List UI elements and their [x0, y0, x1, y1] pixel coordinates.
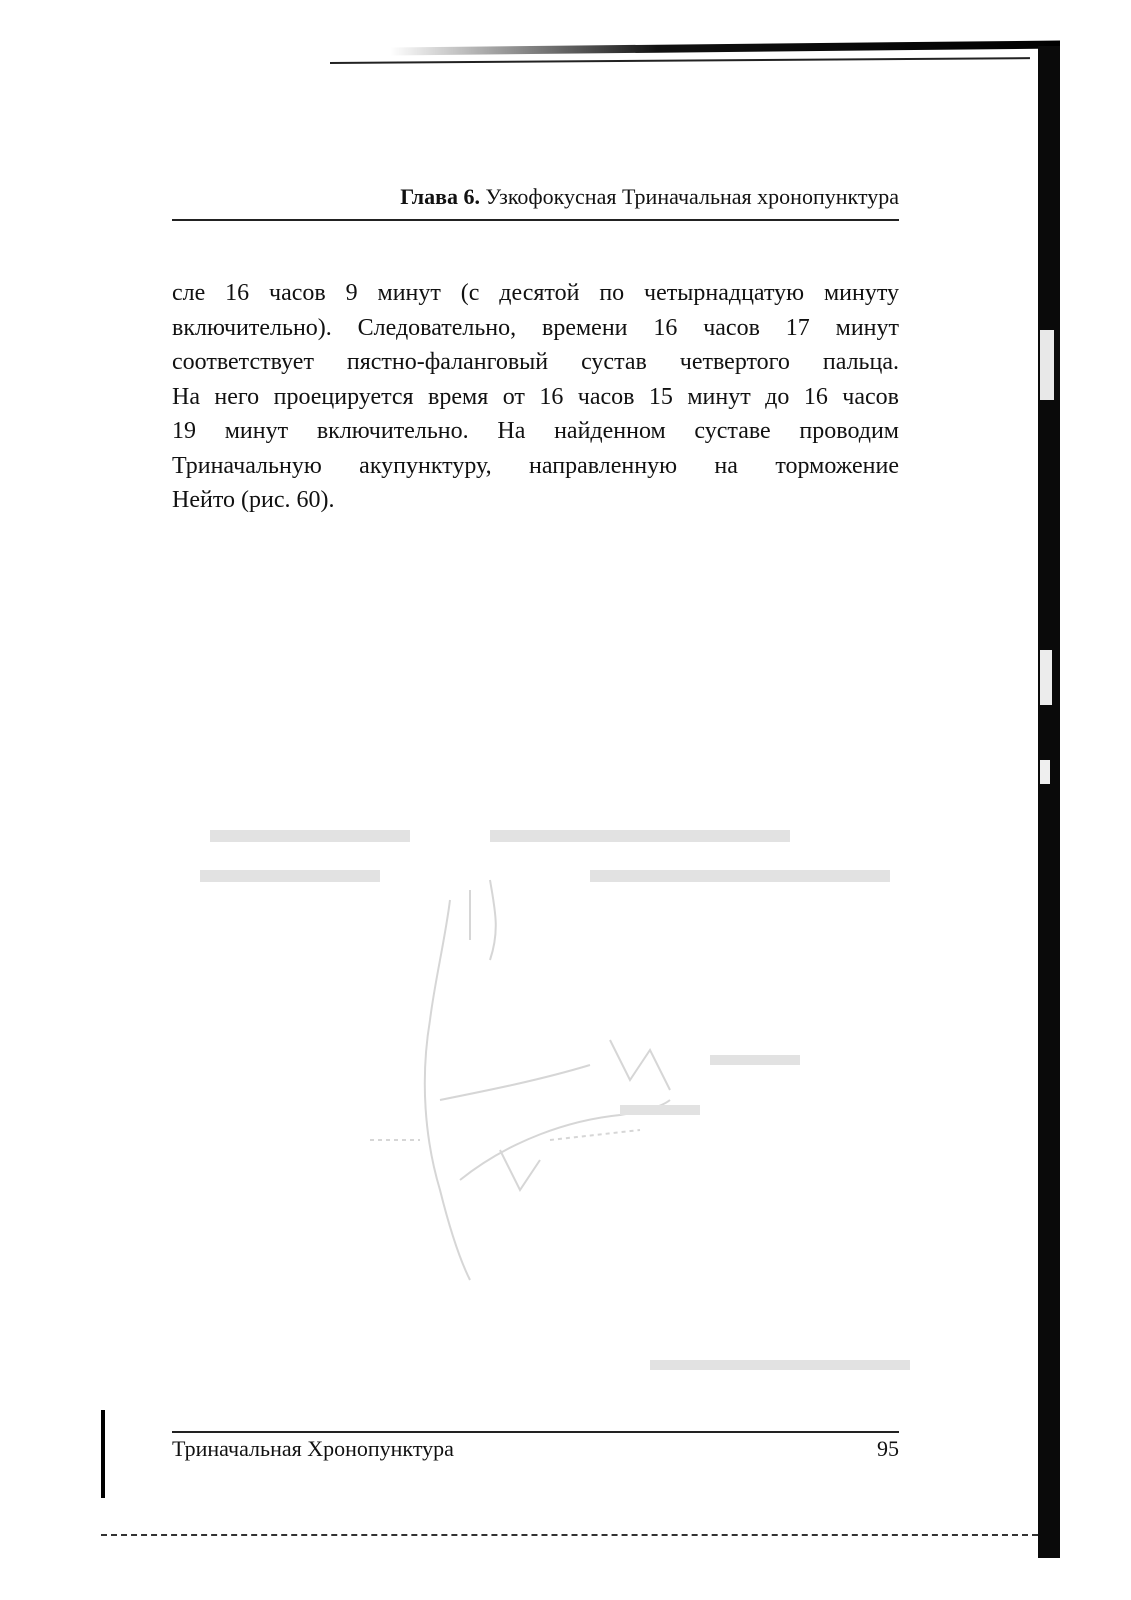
ghost-stroke: [425, 1020, 470, 1280]
scan-top-edge-line: [330, 57, 1030, 64]
scan-edge-gap: [1040, 650, 1052, 705]
bleed-through-figure: [170, 720, 910, 1380]
text-line: Нейто (рис. 60).: [172, 487, 335, 513]
body-paragraph: [172, 276, 899, 518]
footer-book-title: Триначальная Хронопунктура: [172, 1436, 454, 1461]
text-line: включительно). Следовательно, времени 16 часов 17 минут: [172, 314, 899, 341]
text-line: На него проецируется время от 16 часов 15 минут до 16 часов: [172, 383, 899, 410]
ghost-text-block: [590, 870, 890, 882]
scan-top-edge: [390, 40, 1060, 55]
ghost-text-block: [620, 1105, 700, 1115]
running-header: [172, 184, 899, 210]
text-line: соответствует пястно-фаланговый сустав четвертого пальца.: [172, 349, 899, 375]
ghost-stroke: [430, 900, 450, 1020]
ghost-stroke: [550, 1130, 640, 1140]
ghost-text-block: [490, 830, 790, 842]
scan-edge-gap: [1040, 330, 1054, 400]
scan-edge-gap: [1040, 760, 1050, 784]
ghost-text-block: [210, 830, 410, 842]
ghost-stroke: [610, 1040, 670, 1090]
footer-rule: [172, 1431, 899, 1433]
ghost-text-block: [650, 1360, 910, 1370]
text-line: 19 минут включительно. На найденном суставе проводим: [172, 418, 899, 444]
scan-bottom-edge: [101, 1534, 1038, 1536]
text-line: Триначальную акупунктуру, направленную на торможение: [172, 452, 899, 479]
ghost-stroke: [490, 880, 496, 960]
ghost-text-block: [710, 1055, 800, 1065]
scan-right-edge: [1038, 46, 1060, 1558]
text-line: сле 16 часов 9 минут (с десятой по четырнадцатую минуту: [172, 280, 899, 306]
chapter-title: Узкофокусная Триначальная хронопунктура: [485, 184, 899, 209]
page-number: 95: [877, 1436, 899, 1461]
header-rule: [172, 219, 899, 221]
ghost-stroke: [440, 1065, 590, 1100]
ghost-text-block: [200, 870, 380, 882]
scan-left-fold-mark: [101, 1410, 105, 1498]
ghost-stroke: [500, 1150, 540, 1190]
chapter-label: Глава 6.: [400, 184, 480, 209]
